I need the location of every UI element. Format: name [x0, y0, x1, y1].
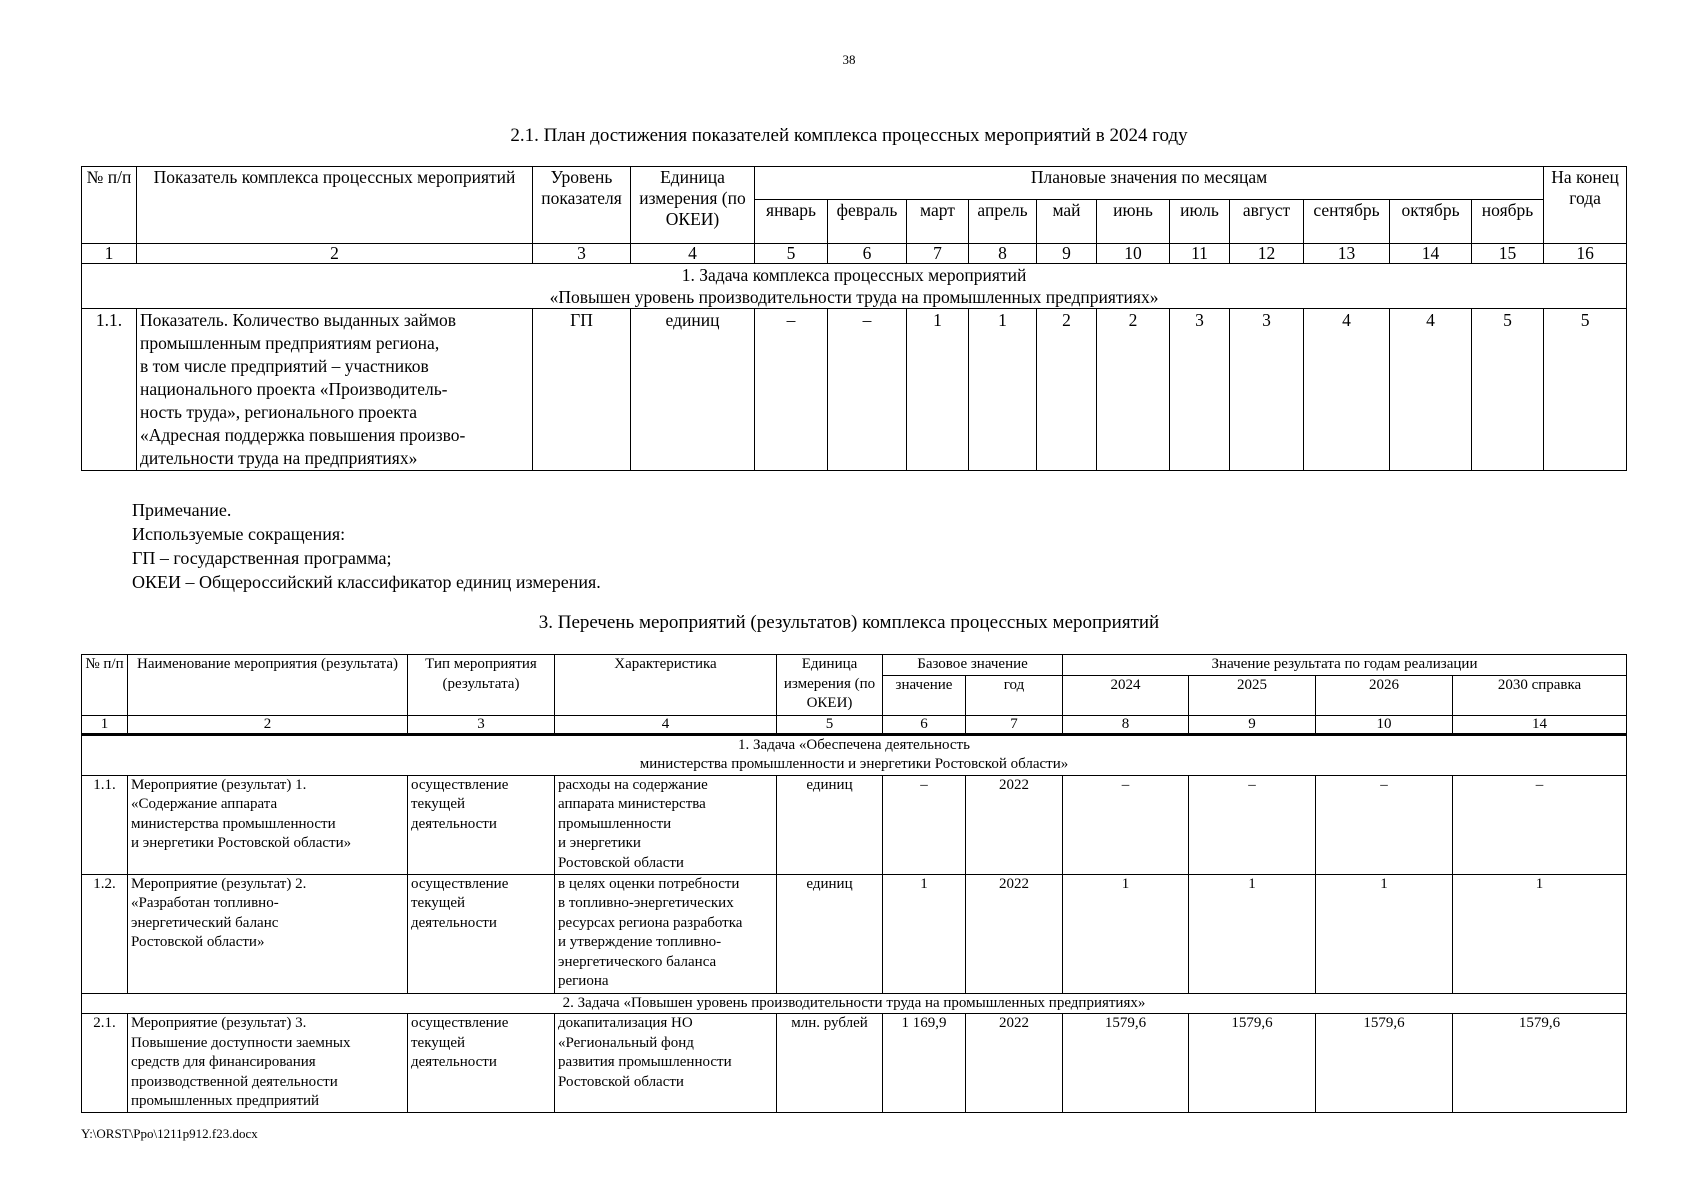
- year-value: 1579,6: [1316, 1014, 1453, 1113]
- monthly-value: 2: [1037, 309, 1097, 471]
- task-1-line-2: министерства промышленности и энергетики Ростовской области»: [639, 756, 1069, 772]
- column-number: 10: [1316, 715, 1453, 734]
- year-header: 2026: [1316, 675, 1453, 715]
- monthly-value: 3: [1170, 309, 1230, 471]
- month-header: март: [907, 200, 969, 244]
- column-number: 8: [969, 244, 1037, 264]
- header-num: № п/п: [82, 167, 137, 244]
- column-number: 6: [828, 244, 907, 264]
- activity-name-line: Ростовской области»: [131, 934, 265, 950]
- footer-file-path: Y:\ORST\Ppo\1211p912.f23.docx: [81, 1126, 258, 1141]
- section-2-1-title: 2.1. План достижения показателей комплекса процессных мероприятий в 2024 году: [510, 125, 1188, 146]
- activity-type-line: деятельности: [411, 1054, 497, 1070]
- month-header: май: [1037, 200, 1097, 244]
- month-header: октябрь: [1390, 200, 1472, 244]
- monthly-value: 1: [969, 309, 1037, 471]
- monthly-value: 4: [1390, 309, 1472, 471]
- monthly-value: 5: [1472, 309, 1544, 471]
- task-line-1: 1. Задача комплекса процессных мероприятий: [681, 265, 1027, 285]
- column-number: 1: [82, 244, 137, 264]
- column-number: 12: [1230, 244, 1304, 264]
- activity-name-line: «Содержание аппарата: [131, 796, 278, 812]
- month-header: июль: [1170, 200, 1230, 244]
- column-number: 1: [82, 715, 128, 734]
- year-value: 1: [1316, 874, 1453, 993]
- activity-type-line: осуществление: [411, 875, 509, 892]
- characteristic-line: энергетического баланса: [558, 953, 717, 970]
- year-value: –: [1189, 775, 1316, 874]
- characteristic-line: аппарата министерства: [558, 796, 706, 812]
- month-header: апрель: [969, 200, 1037, 244]
- column-number: 3: [408, 715, 555, 734]
- monthly-value: 1: [907, 309, 969, 471]
- note-line: Используемые сокращения:: [132, 524, 346, 544]
- header-name: Наименование мероприятия (результата): [128, 655, 408, 716]
- indicator-line: дительности труда на предприятиях»: [140, 448, 418, 468]
- monthly-value: 4: [1304, 309, 1390, 471]
- column-number: 10: [1097, 244, 1170, 264]
- characteristic-line: докапитализация НО: [558, 1015, 693, 1031]
- activity-name-line: Мероприятие (результат) 2.: [131, 875, 307, 892]
- month-header: сентябрь: [1304, 200, 1390, 244]
- characteristic-line: и утверждение топливно-: [558, 934, 722, 950]
- column-number: 11: [1170, 244, 1230, 264]
- characteristic-line: «Региональный фонд: [558, 1034, 694, 1051]
- year-header: 2030 справка: [1453, 675, 1627, 715]
- activity-name-line: средств для финансирования: [131, 1054, 316, 1070]
- indicator-text: [137, 309, 533, 471]
- header-num: № п/п: [82, 655, 128, 716]
- characteristic-line: Ростовской области: [558, 854, 684, 871]
- row-num: 2.1.: [82, 1014, 128, 1113]
- indicator-line: Показатель. Количество выданных займов: [140, 310, 457, 330]
- column-number: 2: [128, 715, 408, 734]
- section-3-title: 3. Перечень мероприятий (результатов) комплекса процессных мероприятий: [538, 612, 1160, 633]
- activity-type-line: осуществление: [411, 1015, 509, 1031]
- base-value: –: [883, 775, 966, 874]
- activity-characteristic: [555, 874, 777, 993]
- header-indicator: Показатель комплекса процессных мероприятий: [137, 167, 533, 244]
- column-number: 14: [1390, 244, 1472, 264]
- column-number: 4: [631, 244, 755, 264]
- header-unit: Единица измерения (по ОКЕИ): [777, 655, 883, 716]
- year-header: 2025: [1189, 675, 1316, 715]
- base-year: 2022: [966, 874, 1063, 993]
- base-value: 1: [883, 874, 966, 993]
- monthly-value: –: [755, 309, 828, 471]
- table-row: [82, 775, 1627, 874]
- activity-name-line: Мероприятие (результат) 1.: [131, 776, 307, 793]
- indicator-line: ность труда», регионального проекта: [140, 402, 418, 422]
- task-line-2: «Повышен уровень производительности труда на промышленных предприятиях»: [549, 287, 1159, 307]
- monthly-value: –: [828, 309, 907, 471]
- base-year: 2022: [966, 1014, 1063, 1113]
- task-1-line-1: 1. Задача «Обеспечена деятельность: [738, 736, 970, 753]
- year-value: –: [1453, 775, 1627, 874]
- page-number: 38: [842, 52, 856, 67]
- column-number: 13: [1304, 244, 1390, 264]
- task-row: [82, 734, 1627, 775]
- column-number: 9: [1189, 715, 1316, 734]
- header-unit: Единица измерения (по ОКЕИ): [631, 167, 755, 244]
- column-number: 7: [907, 244, 969, 264]
- characteristic-line: ресурсах региона разработка: [558, 914, 743, 931]
- year-value: 1: [1453, 874, 1627, 993]
- table-header-row: [82, 167, 1627, 200]
- note-line: Примечание.: [132, 500, 232, 520]
- column-number: 4: [555, 715, 777, 734]
- activity-name-line: Повышение доступности заемных: [131, 1034, 351, 1051]
- year-value: –: [1063, 775, 1189, 874]
- header-base: Базовое значение: [883, 655, 1063, 676]
- year-value: 1: [1063, 874, 1189, 993]
- row-num: 1.1.: [82, 775, 128, 874]
- characteristic-line: региона: [558, 973, 609, 989]
- row-num: 1.1.: [82, 309, 137, 471]
- header-base-value: значение: [883, 675, 966, 715]
- row-unit: млн. рублей: [777, 1014, 883, 1113]
- task-2-line: 2. Задача «Повышен уровень производительности труда на промышленных предприятиях»: [82, 993, 1627, 1014]
- row-unit: единиц: [777, 775, 883, 874]
- column-number: 14: [1453, 715, 1627, 734]
- activity-name-line: министерства промышленности: [131, 815, 336, 832]
- month-header: январь: [755, 200, 828, 244]
- column-number: 3: [533, 244, 631, 264]
- month-header: август: [1230, 200, 1304, 244]
- characteristic-line: расходы на содержание: [558, 776, 708, 793]
- header-result-by-year: Значение результата по годам реализации: [1063, 655, 1627, 676]
- year-value: –: [1316, 775, 1453, 874]
- column-number: 15: [1472, 244, 1544, 264]
- indicators-plan-table: [81, 166, 1627, 471]
- table-row: [82, 874, 1627, 993]
- activity-type: [408, 874, 555, 993]
- characteristic-line: промышленности: [558, 815, 672, 832]
- activity-name-line: и энергетики Ростовской области»: [131, 835, 352, 851]
- activity-type-line: деятельности: [411, 815, 497, 832]
- activity-name: [128, 1014, 408, 1113]
- column-number: 5: [777, 715, 883, 734]
- monthly-value: 5: [1544, 309, 1627, 471]
- characteristic-line: в целях оценки потребности: [558, 875, 740, 892]
- column-numbers-row: [82, 244, 1627, 264]
- note-line: ОКЕИ – Общероссийский классификатор единиц измерения.: [132, 572, 601, 592]
- activity-type-line: деятельности: [411, 914, 497, 931]
- month-header: ноябрь: [1472, 200, 1544, 244]
- activity-type-line: текущей: [411, 1034, 466, 1051]
- monthly-value: 3: [1230, 309, 1304, 471]
- activity-name-line: Мероприятие (результат) 3.: [131, 1015, 307, 1031]
- year-value: 1579,6: [1189, 1014, 1316, 1113]
- month-header: февраль: [828, 200, 907, 244]
- table-row: [82, 1014, 1627, 1113]
- task-row: [82, 264, 1627, 309]
- table-row: [82, 309, 1627, 471]
- row-unit: единиц: [631, 309, 755, 471]
- column-numbers-row: [82, 715, 1627, 734]
- activity-type: [408, 1014, 555, 1113]
- column-number: 9: [1037, 244, 1097, 264]
- year-header: 2024: [1063, 675, 1189, 715]
- column-number: 8: [1063, 715, 1189, 734]
- year-value: 1579,6: [1063, 1014, 1189, 1113]
- base-year: 2022: [966, 775, 1063, 874]
- notes-block: [132, 498, 601, 594]
- activity-name-line: производственной деятельности: [131, 1073, 338, 1090]
- column-number: 7: [966, 715, 1063, 734]
- header-base-year: год: [966, 675, 1063, 715]
- row-level: ГП: [533, 309, 631, 471]
- month-header: июнь: [1097, 200, 1170, 244]
- activity-name-line: промышленных предприятий: [131, 1093, 320, 1109]
- activity-type-line: осуществление: [411, 776, 509, 793]
- activity-name-line: «Разработан топливно-: [131, 895, 279, 911]
- activities-table: [81, 654, 1627, 1113]
- indicator-line: в том числе предприятий – участников: [140, 356, 429, 376]
- column-number: 16: [1544, 244, 1627, 264]
- column-number: 2: [137, 244, 533, 264]
- activity-name: [128, 775, 408, 874]
- activity-characteristic: [555, 1014, 777, 1113]
- header-level: Уровень показателя: [533, 167, 631, 244]
- activity-type-line: текущей: [411, 895, 466, 911]
- header-end-of-year: На конец года: [1544, 167, 1627, 244]
- row-num: 1.2.: [82, 874, 128, 993]
- characteristic-line: в топливно-энергетических: [558, 895, 734, 911]
- activity-name: [128, 874, 408, 993]
- indicator-line: промышленным предприятиям региона,: [140, 333, 440, 353]
- indicator-line: национального проекта «Производитель-: [140, 379, 448, 399]
- header-type: Тип мероприятия (результата): [408, 655, 555, 716]
- row-unit: единиц: [777, 874, 883, 993]
- activity-type: [408, 775, 555, 874]
- characteristic-line: развития промышленности: [558, 1054, 732, 1070]
- header-characteristic: Характеристика: [555, 655, 777, 716]
- task-row: [82, 993, 1627, 1014]
- header-monthly: Плановые значения по месяцам: [755, 167, 1544, 200]
- column-number: 6: [883, 715, 966, 734]
- base-value: 1 169,9: [883, 1014, 966, 1113]
- characteristic-line: и энергетики: [558, 835, 641, 851]
- note-line: ГП – государственная программа;: [132, 548, 392, 568]
- activity-characteristic: [555, 775, 777, 874]
- characteristic-line: Ростовской области: [558, 1073, 684, 1090]
- year-value: 1: [1189, 874, 1316, 993]
- monthly-value: 2: [1097, 309, 1170, 471]
- year-value: 1579,6: [1453, 1014, 1627, 1113]
- activity-name-line: энергетический баланс: [131, 914, 279, 931]
- column-number: 5: [755, 244, 828, 264]
- activity-type-line: текущей: [411, 796, 466, 812]
- table-header-row: [82, 655, 1627, 676]
- indicator-line: «Адресная поддержка повышения произво-: [140, 425, 466, 445]
